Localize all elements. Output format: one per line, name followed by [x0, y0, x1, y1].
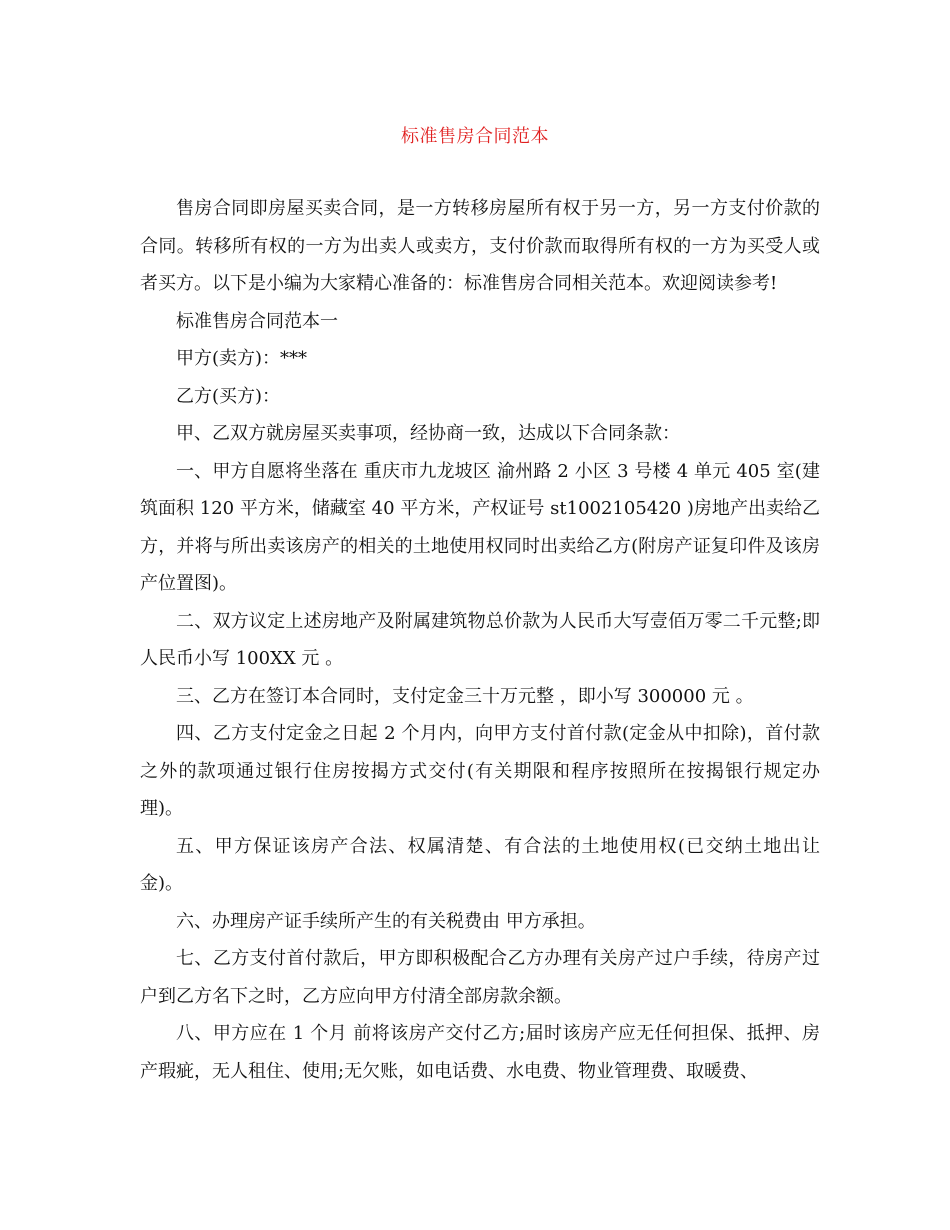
party-b-line: 乙方(买方)： — [176, 385, 281, 407]
clause-1: 一、甲方自愿将坐落在 重庆市九龙坡区 渝州路 2 小区 3 号楼 4 单元 405 室(建筑面积 120 平方米，储藏室 40 平方米，产权证号 st1002105420 )房地产出卖给乙方，并将与所出卖该房产的相关的土地使用权同时出卖给乙方(附房产证复印件及该房产位置图)。 — [140, 460, 820, 594]
section-heading: 标准售房合同范本一 — [176, 310, 338, 332]
clause-6: 六、办理房产证手续所产生的有关税费由 甲方承担。 — [176, 910, 596, 932]
document-body — [140, 190, 820, 1090]
clause-8: 八、甲方应在 1 个月 前将该房产交付乙方;届时该房产应无任何担保、抵押、房产瑕疵，无人租住、使用;无欠账，如电话费、水电费、物业管理费、取暖费、 — [140, 1023, 820, 1082]
clause-5: 五、甲方保证该房产合法、权属清楚、有合法的土地使用权(已交纳土地出让金)。 — [140, 835, 820, 894]
clause-4: 四、乙方支付定金之日起 2 个月内，向甲方支付首付款(定金从中扣除)，首付款之外的款项通过银行住房按揭方式交付(有关期限和程序按照所在按揭银行规定办理)。 — [140, 723, 820, 819]
clause-7: 七、乙方支付首付款后，甲方即积极配合乙方办理有关房产过户手续，待房产过户到乙方名下之时，乙方应向甲方付清全部房款余额。 — [140, 948, 820, 1007]
document-title: 标准售房合同范本 — [401, 126, 549, 147]
party-a-line: 甲方(卖方)：*** — [176, 348, 308, 369]
agreement-preamble: 甲、乙双方就房屋买卖事项，经协商一致，达成以下合同条款： — [176, 423, 680, 444]
clause-3: 三、乙方在签订本合同时，支付定金三十万元整 ，即小写 300000 元 。 — [176, 685, 754, 707]
clause-2: 二、双方议定上述房地产及附属建筑物总价款为人民币大写壹佰万零二千元整;即人民币小写 100XX 元 。 — [140, 610, 820, 669]
intro-paragraph: 售房合同即房屋买卖合同，是一方转移房屋所有权于另一方，另一方支付价款的合同。转移所有权的一方为出卖人或卖方，支付价款而取得所有权的一方为买受人或者买方。以下是小编为大家精心准备的：标准售房合同相关范本。欢迎阅读参考! — [140, 198, 820, 294]
